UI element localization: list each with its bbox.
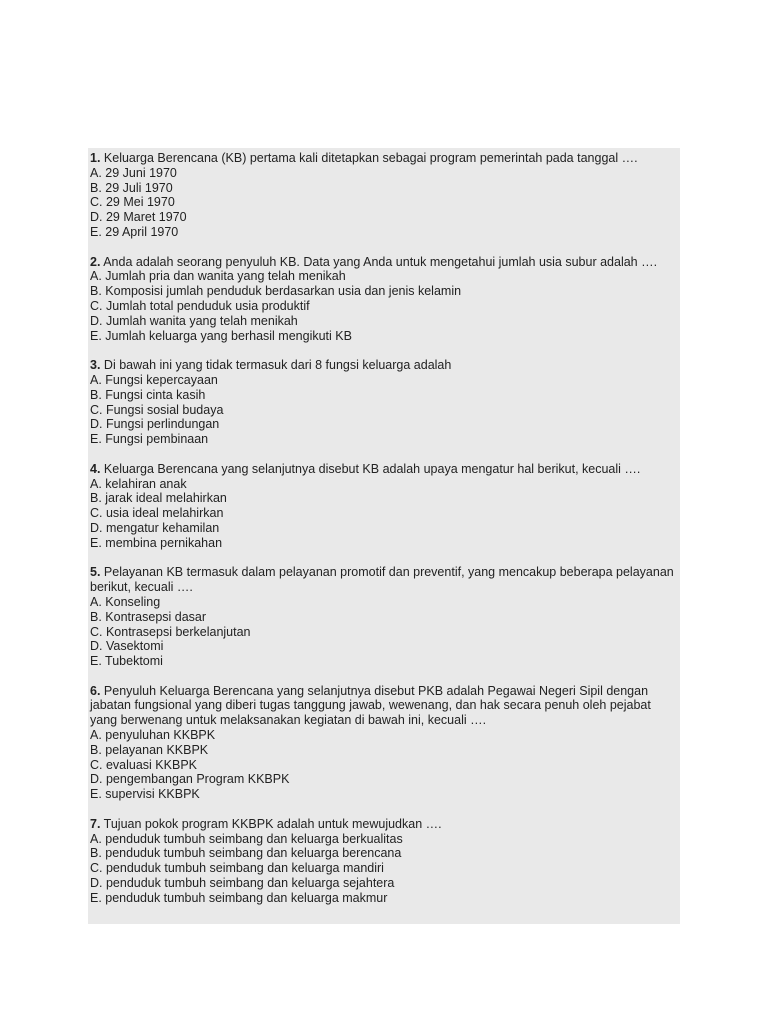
question-number: 6.	[90, 683, 101, 698]
option-b: B. pelayanan KKBPK	[90, 742, 209, 757]
option-b: B. penduduk tumbuh seimbang dan keluarga berencana	[90, 846, 402, 861]
question-text	[90, 151, 680, 166]
question-number: 3.	[90, 358, 101, 373]
option-c: C. penduduk tumbuh seimbang dan keluarga mandiri	[90, 861, 384, 876]
option-d: D. penduduk tumbuh seimbang dan keluarga sejahtera	[90, 876, 395, 891]
question-stem: Keluarga Berencana (KB) pertama kali ditetapkan sebagai program pemerintah pada tanggal ….	[100, 151, 638, 165]
option-c: C. Kontrasepsi berkelanjutan	[90, 624, 251, 639]
question-number: 5.	[90, 565, 101, 580]
option-c: C. Fungsi sosial budaya	[90, 402, 224, 417]
option-e: E. supervisi KKBPK	[90, 787, 200, 802]
question-stem: Penyuluh Keluarga Berencana yang selanjutnya disebut PKB adalah Pegawai Negeri Sipil dengan jabatan fungsional yang diberi tugas tanggung jawab, wewenang, dan hak secara penuh oleh pejabat yang berwenang untuk melaksanakan kegiatan di bawah ini, kecuali ….	[90, 683, 655, 728]
option-e: E. membina pernikahan	[90, 535, 223, 550]
question-text	[90, 817, 680, 832]
option-e: E. penduduk tumbuh seimbang dan keluarga makmur	[90, 890, 388, 905]
option-d: D. pengembangan Program KKBPK	[90, 772, 290, 787]
question-3	[90, 358, 680, 447]
option-d: D. Jumlah wanita yang telah menikah	[90, 313, 298, 328]
option-b: B. Kontrasepsi dasar	[90, 609, 207, 624]
question-stem: Pelayanan KB termasuk dalam pelayanan promotif dan preventif, yang mencakup beberapa pelayanan berikut, kecuali ….	[90, 565, 678, 595]
quiz-list	[88, 148, 680, 906]
question-text	[90, 255, 680, 270]
question-text	[90, 358, 680, 373]
option-c: C. 29 Mei 1970	[90, 195, 175, 210]
question-2	[90, 255, 680, 344]
option-d: D. 29 Maret 1970	[90, 210, 187, 225]
option-d: D. Fungsi perlindungan	[90, 417, 220, 432]
option-c: C. usia ideal melahirkan	[90, 506, 224, 521]
option-c: C. evaluasi KKBPK	[90, 757, 197, 772]
question-text	[90, 462, 680, 477]
option-d: D. mengatur kehamilan	[90, 520, 220, 535]
question-number: 4.	[90, 461, 101, 476]
question-4	[90, 462, 680, 551]
option-b: B. Komposisi jumlah penduduk berdasarkan usia dan jenis kelamin	[90, 284, 462, 299]
question-stem: Tujuan pokok program KKBPK adalah untuk mewujudkan ….	[100, 816, 442, 831]
option-e: E. Jumlah keluarga yang berhasil mengikuti KB	[90, 328, 352, 343]
option-c: C. Jumlah total penduduk usia produktif	[90, 298, 310, 313]
option-e: E. Fungsi pembinaan	[90, 432, 209, 447]
option-b: B. Fungsi cinta kasih	[90, 387, 206, 402]
question-number: 1.	[90, 151, 101, 165]
option-a: A. Jumlah pria dan wanita yang telah menikah	[90, 269, 346, 284]
question-7	[90, 817, 680, 906]
option-b: B. jarak ideal melahirkan	[90, 491, 227, 506]
question-text	[90, 565, 680, 595]
option-b: B. 29 Juli 1970	[90, 180, 173, 195]
option-e: E. 29 April 1970	[90, 224, 179, 239]
question-stem: Keluarga Berencana yang selanjutnya disebut KB adalah upaya mengatur hal berikut, kecuali ….	[100, 461, 641, 476]
option-a: A. penyuluhan KKBPK	[90, 728, 216, 743]
question-stem: Di bawah ini yang tidak termasuk dari 8 fungsi keluarga adalah	[100, 358, 452, 373]
option-a: A. penduduk tumbuh seimbang dan keluarga berkualitas	[90, 831, 403, 846]
option-a: A. 29 Juni 1970	[90, 165, 177, 180]
question-5	[90, 565, 680, 669]
question-number: 2.	[90, 254, 101, 269]
option-e: E. Tubektomi	[90, 654, 163, 669]
option-d: D. Vasektomi	[90, 639, 164, 654]
question-number: 7.	[90, 816, 101, 831]
option-a: A. Konseling	[90, 594, 161, 609]
question-stem: Anda adalah seorang penyuluh KB. Data yang Anda untuk mengetahui jumlah usia subur adalah ….	[100, 254, 658, 269]
option-a: A. kelahiran anak	[90, 476, 187, 491]
question-1	[90, 151, 680, 240]
question-6	[90, 684, 680, 802]
question-text	[90, 684, 680, 728]
option-a: A. Fungsi kepercayaan	[90, 372, 218, 387]
quiz-content-box	[88, 148, 680, 924]
